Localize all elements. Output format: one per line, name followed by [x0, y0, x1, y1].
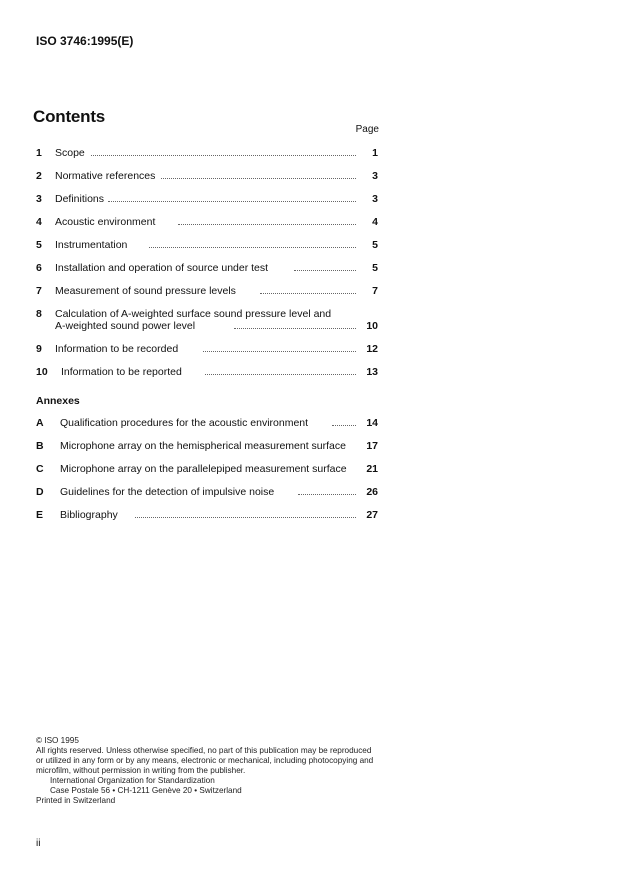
toc-number: 8 — [36, 308, 42, 320]
annex-letter: E — [36, 509, 44, 521]
toc-title-line-1: Calculation of A-weighted surface sound pressure level and — [55, 308, 332, 320]
dot-leader — [260, 293, 356, 294]
page-column-label: Page — [355, 124, 379, 135]
annex-page: 14 — [366, 417, 378, 429]
toc-title: Scope — [55, 147, 85, 159]
toc-entry-8[interactable] — [36, 308, 378, 334]
toc-number: 9 — [36, 343, 42, 355]
toc-number: 3 — [36, 193, 42, 205]
dot-leader — [205, 374, 356, 375]
toc-number: 6 — [36, 262, 42, 274]
annex-letter: A — [36, 417, 44, 429]
annex-page: 26 — [366, 486, 378, 498]
dot-leader — [294, 270, 356, 271]
toc-page: 3 — [372, 193, 378, 205]
annex-letter: D — [36, 486, 44, 498]
annex-letter: C — [36, 463, 44, 475]
toc-page: 1 — [372, 147, 378, 159]
toc-number: 2 — [36, 170, 42, 182]
dot-leader — [234, 328, 356, 329]
document-id: ISO 3746:1995(E) — [36, 34, 134, 48]
copyright-notice — [36, 736, 373, 806]
toc-title: Information to be reported — [61, 366, 182, 378]
dot-leader — [203, 351, 356, 352]
toc-number: 4 — [36, 216, 42, 228]
dot-leader — [135, 517, 356, 518]
toc-page: 3 — [372, 170, 378, 182]
copyright-line: © ISO 1995 — [36, 736, 79, 745]
dot-leader — [161, 178, 356, 179]
toc-title-line-2: A-weighted sound power level — [55, 320, 196, 332]
dot-leader — [178, 224, 356, 225]
dot-leader — [91, 155, 356, 156]
toc-page: 4 — [372, 216, 378, 228]
page-number: ii — [36, 838, 41, 849]
annexes-heading: Annexes — [36, 395, 80, 407]
toc-title: Normative references — [55, 170, 156, 182]
toc-title: Installation and operation of source under test — [55, 262, 269, 274]
toc-number: 5 — [36, 239, 42, 251]
dot-leader — [149, 247, 356, 248]
toc-page: 7 — [372, 285, 378, 297]
dot-leader — [298, 494, 356, 495]
annex-page: 27 — [366, 509, 378, 521]
toc-number: 10 — [36, 366, 48, 378]
rights-line-1: All rights reserved. Unless otherwise specified, no part of this publication may be reproduced — [36, 746, 372, 755]
organization-name: International Organization for Standardization — [50, 776, 215, 785]
organization-address: Case Postale 56 • CH-1211 Genève 20 • Switzerland — [50, 786, 242, 795]
toc-title: Definitions — [55, 193, 105, 205]
toc-title: Information to be recorded — [55, 343, 179, 355]
rights-line-3: microfilm, without permission in writing from the publisher. — [36, 766, 246, 775]
annex-title: Microphone array on the hemispherical measurement surface — [60, 440, 346, 452]
toc-number: 7 — [36, 285, 42, 297]
toc-page: 12 — [366, 343, 378, 355]
rights-line-2: or utilized in any form or by any means, electronic or mechanical, including photocopying and — [36, 756, 374, 765]
toc-title: Acoustic environment — [55, 216, 156, 228]
annex-title: Bibliography — [60, 509, 118, 521]
annex-letter: B — [36, 440, 44, 452]
toc-title: Instrumentation — [55, 239, 128, 251]
annex-title: Guidelines for the detection of impulsive noise — [60, 486, 275, 498]
annex-title: Qualification procedures for the acoustic environment — [60, 417, 309, 429]
toc-page: 5 — [372, 239, 378, 251]
dot-leader — [332, 425, 356, 426]
toc-page: 13 — [366, 366, 378, 378]
annex-page: 17 — [366, 440, 378, 452]
toc-page: 10 — [366, 320, 378, 332]
toc-number: 1 — [36, 147, 42, 159]
annex-title: Microphone array on the parallelepiped measurement surface — [60, 463, 347, 475]
contents-title: Contents — [33, 107, 106, 126]
annex-page: 21 — [366, 463, 378, 475]
toc-title: Measurement of sound pressure levels — [55, 285, 236, 297]
toc-page: 5 — [372, 262, 378, 274]
printed-in: Printed in Switzerland — [36, 796, 116, 805]
dot-leader — [108, 201, 356, 202]
